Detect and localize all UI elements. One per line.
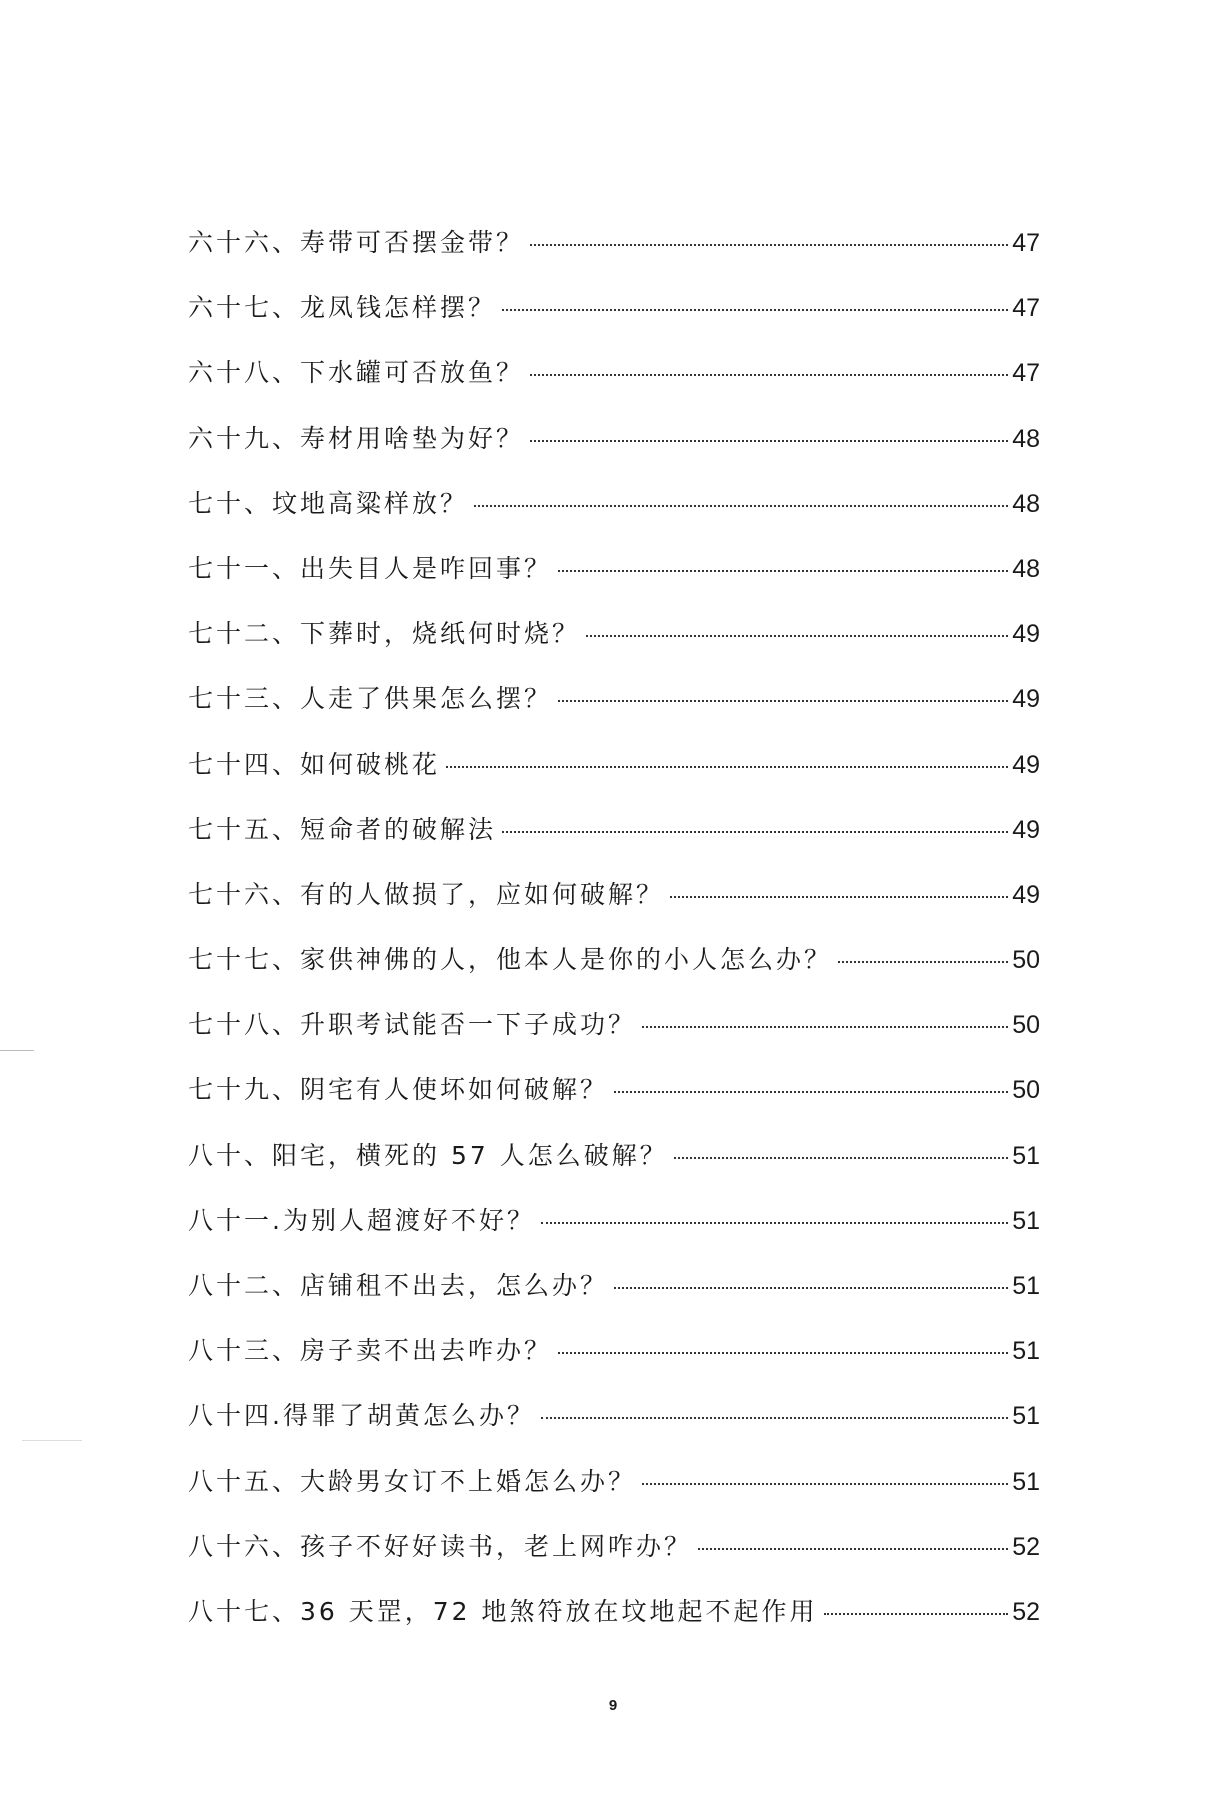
toc-entry-title: 六十七、龙凤钱怎样摆？ xyxy=(188,293,497,323)
toc-entry[interactable] xyxy=(188,880,1040,945)
toc-entry[interactable] xyxy=(188,1336,1040,1401)
toc-entry-title: 八十、阳宅，横死的 57 人怎么破解？ xyxy=(188,1140,668,1170)
toc-entry[interactable] xyxy=(188,1532,1040,1597)
toc-entry[interactable] xyxy=(188,945,1040,1010)
toc-leader-dots xyxy=(502,309,1008,311)
toc-entry[interactable] xyxy=(188,684,1040,749)
toc-entry-page: 49 xyxy=(1012,750,1040,779)
toc-entry-title: 七十四、如何破桃花 xyxy=(188,749,441,779)
toc-entry-page: 49 xyxy=(1012,620,1040,649)
scan-edge-mark xyxy=(22,1440,82,1441)
toc-entry-title: 七十七、家供神佛的人，他本人是你的小人怎么办？ xyxy=(188,945,833,975)
toc-entry-title: 七十二、下葬时，烧纸何时烧？ xyxy=(188,619,581,649)
toc-entry-title: 七十一、出失目人是咋回事？ xyxy=(188,553,553,583)
toc-entry-title: 七十九、阴宅有人使坏如何破解？ xyxy=(188,1075,609,1105)
toc-entry-title: 六十九、寿材用啥垫为好？ xyxy=(188,423,525,453)
toc-leader-dots xyxy=(558,570,1008,572)
toc-leader-dots xyxy=(530,374,1008,376)
toc-leader-dots xyxy=(530,244,1008,246)
toc-entry[interactable] xyxy=(188,619,1040,684)
toc-entry-page: 49 xyxy=(1012,815,1040,844)
toc-entry-title: 八十二、店铺租不出去，怎么办？ xyxy=(188,1271,609,1300)
toc-leader-dots xyxy=(614,1287,1008,1289)
toc-leader-dots xyxy=(614,1091,1008,1093)
toc-entry-title: 八十三、房子卖不出去咋办？ xyxy=(188,1336,553,1366)
toc-leader-dots xyxy=(824,1613,1009,1615)
toc-entry[interactable] xyxy=(188,1597,1040,1662)
toc-entry-page: 48 xyxy=(1012,424,1040,453)
toc-entry[interactable] xyxy=(188,1271,1040,1336)
scan-edge-mark xyxy=(0,1050,34,1051)
toc-entry[interactable] xyxy=(188,1206,1040,1271)
toc-entry[interactable] xyxy=(188,424,1040,489)
toc-leader-dots xyxy=(670,896,1008,898)
toc-leader-dots xyxy=(838,961,1008,963)
toc-entry-page: 48 xyxy=(1012,554,1040,583)
toc-leader-dots xyxy=(541,1417,1008,1419)
toc-entry-title: 六十六、寿带可否摆金带？ xyxy=(188,228,525,257)
toc-entry-page: 50 xyxy=(1012,1011,1040,1040)
toc-entry-title: 七十三、人走了供果怎么摆？ xyxy=(188,684,553,714)
toc-entry-page: 47 xyxy=(1012,359,1040,388)
toc-entry-page: 49 xyxy=(1012,880,1040,909)
toc-entry-title: 七十、坟地高粱样放？ xyxy=(188,488,469,518)
toc-entry-page: 51 xyxy=(1012,1206,1040,1235)
toc-leader-dots xyxy=(698,1548,1008,1550)
toc-entry[interactable] xyxy=(188,358,1040,423)
toc-entry-page: 47 xyxy=(1012,294,1040,323)
toc-entry-page: 51 xyxy=(1012,1337,1040,1366)
toc-entry[interactable] xyxy=(188,228,1040,293)
toc-entry-title: 七十六、有的人做损了，应如何破解？ xyxy=(188,879,665,909)
page-number: 9 xyxy=(608,1697,618,1714)
toc-entry[interactable] xyxy=(188,293,1040,358)
toc-entry[interactable] xyxy=(188,1467,1040,1532)
toc-entry-title: 八十四.得罪了胡黄怎么办？ xyxy=(188,1401,535,1431)
toc-leader-dots xyxy=(502,831,1008,833)
toc-entry[interactable] xyxy=(188,1141,1040,1206)
toc-entry-page: 49 xyxy=(1012,685,1040,714)
toc-leader-dots xyxy=(474,505,1008,507)
toc-entry-page: 51 xyxy=(1012,1402,1040,1431)
toc-entry-title: 八十五、大龄男女订不上婚怎么办？ xyxy=(188,1466,637,1496)
toc-entry-page: 48 xyxy=(1012,489,1040,518)
toc-leader-dots xyxy=(558,700,1008,702)
toc-entry[interactable] xyxy=(188,1401,1040,1466)
toc-entry-page: 47 xyxy=(1012,229,1040,257)
toc-entry[interactable] xyxy=(188,750,1040,815)
toc-entry-title: 七十八、升职考试能否一下子成功？ xyxy=(188,1010,637,1040)
toc-entry-title: 八十一.为别人超渡好不好？ xyxy=(188,1205,535,1235)
toc-entry-page: 51 xyxy=(1012,1141,1040,1170)
toc-entry-title: 八十七、36 天罡，72 地煞符放在坟地起不起作用 xyxy=(188,1596,818,1626)
toc-leader-dots xyxy=(674,1157,1008,1159)
toc-entry[interactable] xyxy=(188,489,1040,554)
toc-leader-dots xyxy=(586,635,1008,637)
toc-leader-dots xyxy=(530,440,1008,442)
toc-leader-dots xyxy=(446,766,1008,768)
toc-entry-title: 八十六、孩子不好好读书，老上网咋办？ xyxy=(188,1531,693,1561)
toc-entry[interactable] xyxy=(188,1010,1040,1075)
toc-entry-page: 50 xyxy=(1012,946,1040,975)
toc-entry-page: 52 xyxy=(1012,1532,1040,1561)
toc-entry-title: 七十五、短命者的破解法 xyxy=(188,814,497,844)
toc-leader-dots xyxy=(642,1483,1008,1485)
toc-entry[interactable] xyxy=(188,1075,1040,1140)
toc-entry-page: 52 xyxy=(1012,1597,1040,1626)
toc-leader-dots xyxy=(541,1222,1008,1224)
toc-entry-page: 51 xyxy=(1012,1467,1040,1496)
toc-leader-dots xyxy=(642,1026,1008,1028)
toc-entry-page: 50 xyxy=(1012,1076,1040,1105)
toc-entry[interactable] xyxy=(188,815,1040,880)
toc-entry-page: 51 xyxy=(1012,1272,1040,1300)
toc-entry[interactable] xyxy=(188,554,1040,619)
toc-leader-dots xyxy=(558,1352,1008,1354)
table-of-contents xyxy=(188,228,1040,1662)
toc-entry-title: 六十八、下水罐可否放鱼？ xyxy=(188,358,525,388)
